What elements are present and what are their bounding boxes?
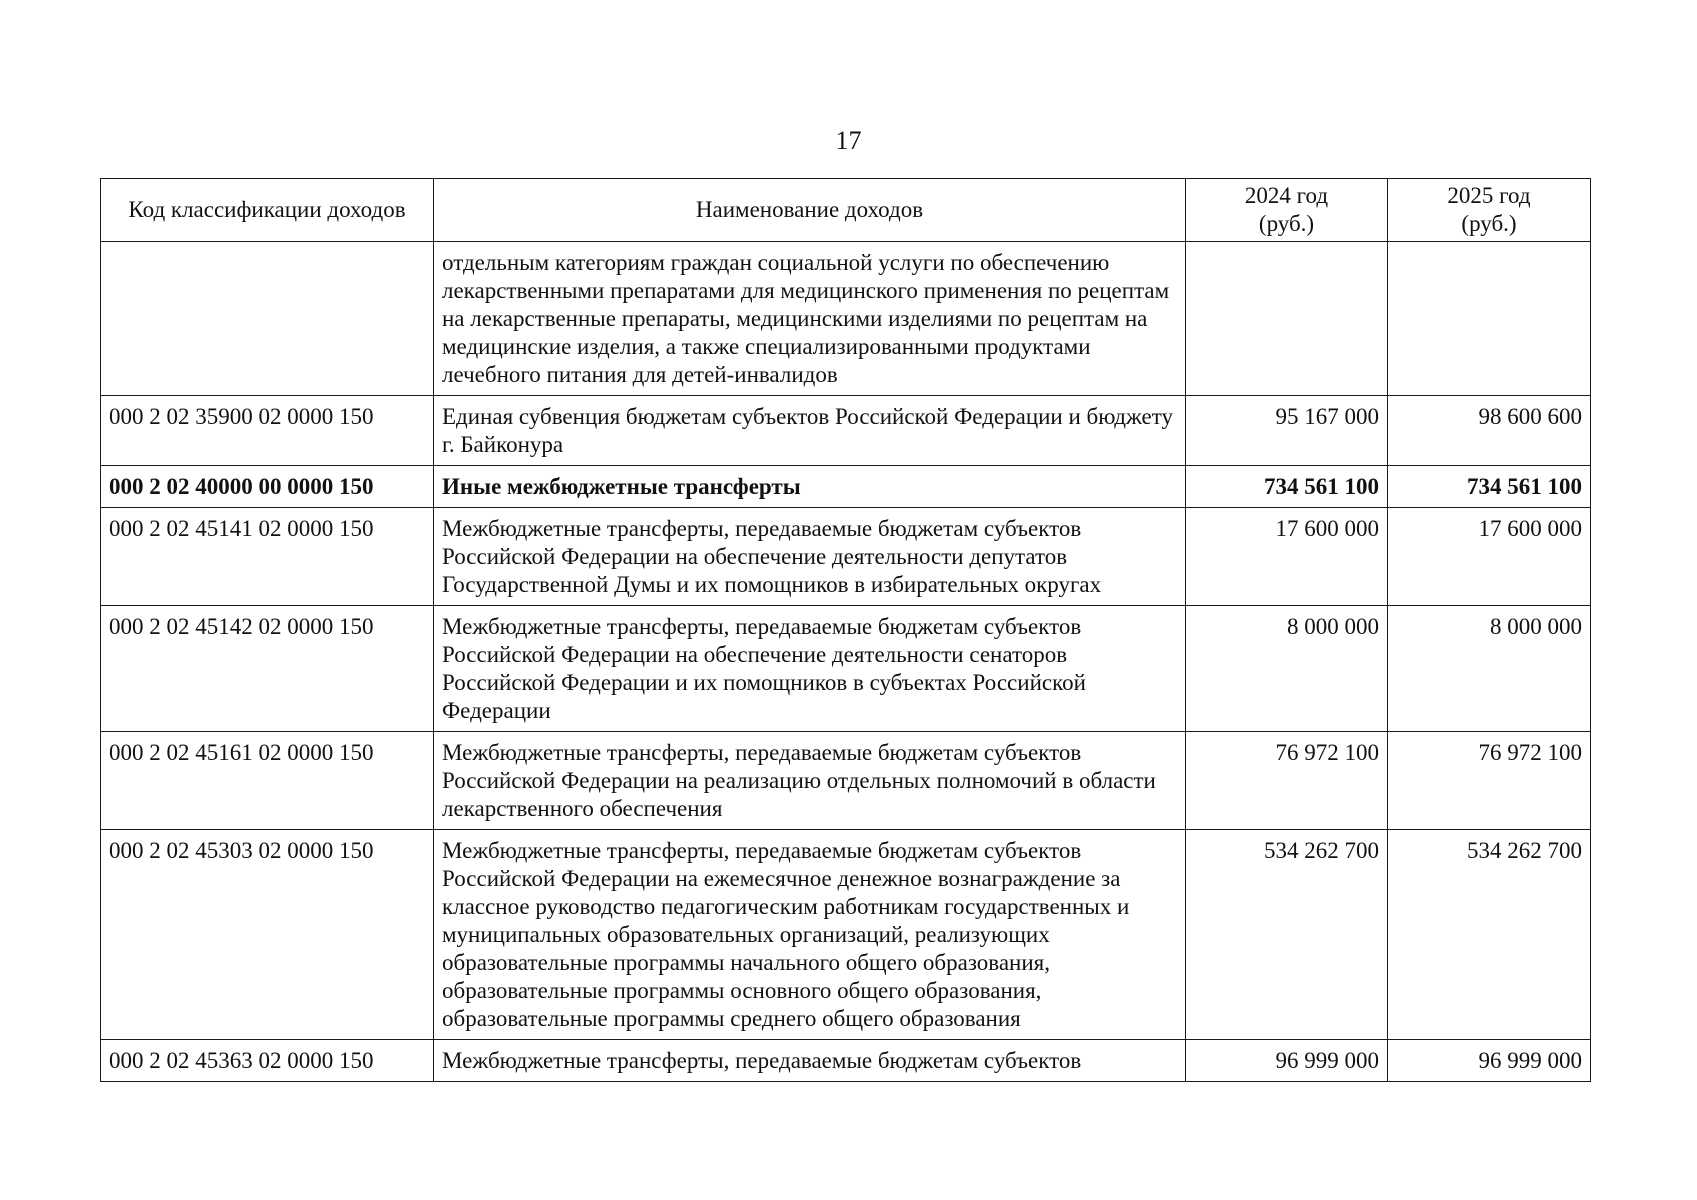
row-code: 000 2 02 45303 02 0000 150 (101, 830, 434, 1040)
row-amount-2024: 17 600 000 (1186, 508, 1388, 606)
row-code: 000 2 02 45363 02 0000 150 (101, 1040, 434, 1082)
page-number: 17 (835, 126, 862, 155)
header-code: Код классификации доходов (101, 179, 434, 242)
row-name: отдельным категориям граждан социальной услуги по обеспечению лекарственными препаратами для медицинского применения по рецептам на лекарственные препараты, медицинскими изделиями по рецептам на медицинские изделия, а также специализированными продуктами лечебного питания для детей-инвалидов (434, 242, 1186, 396)
row-amount-2024 (1186, 242, 1388, 396)
row-code (101, 242, 434, 396)
header-2024-year: 2024 год (1244, 183, 1329, 208)
row-code: 000 2 02 35900 02 0000 150 (101, 396, 434, 466)
row-name: Межбюджетные трансферты, передаваемые бюджетам субъектов (434, 1040, 1186, 1082)
header-2025 (1388, 179, 1591, 242)
header-2024 (1186, 179, 1388, 242)
table-row (101, 606, 1591, 732)
revenue-table (100, 178, 1591, 1082)
row-name: Межбюджетные трансферты, передаваемые бюджетам субъектов Российской Федерации на реализацию отдельных полномочий в области лекарственного обеспечения (434, 732, 1186, 830)
row-amount-2025: 98 600 600 (1388, 396, 1591, 466)
row-amount-2025: 96 999 000 (1388, 1040, 1591, 1082)
table-row-total (101, 466, 1591, 508)
table-row (101, 1040, 1591, 1082)
row-amount-2024: 734 561 100 (1186, 466, 1388, 508)
row-code: 000 2 02 40000 00 0000 150 (101, 466, 434, 508)
row-name: Межбюджетные трансферты, передаваемые бюджетам субъектов Российской Федерации на обеспечение деятельности депутатов Государственной Думы и их помощников в избирательных округах (434, 508, 1186, 606)
row-amount-2024: 96 999 000 (1186, 1040, 1388, 1082)
row-name: Иные межбюджетные трансферты (434, 466, 1186, 508)
row-amount-2025: 76 972 100 (1388, 732, 1591, 830)
row-code: 000 2 02 45161 02 0000 150 (101, 732, 434, 830)
table-row (101, 732, 1591, 830)
row-amount-2025: 734 561 100 (1388, 466, 1591, 508)
row-amount-2024: 8 000 000 (1186, 606, 1388, 732)
row-amount-2024: 534 262 700 (1186, 830, 1388, 1040)
row-name: Единая субвенция бюджетам субъектов Российской Федерации и бюджету г. Байконура (434, 396, 1186, 466)
table-row (101, 242, 1591, 396)
table-row (101, 830, 1591, 1040)
table-row (101, 508, 1591, 606)
table-row (101, 396, 1591, 466)
row-code: 000 2 02 45142 02 0000 150 (101, 606, 434, 732)
row-amount-2024: 76 972 100 (1186, 732, 1388, 830)
row-code: 000 2 02 45141 02 0000 150 (101, 508, 434, 606)
header-name: Наименование доходов (434, 179, 1186, 242)
table-header-row (101, 179, 1591, 242)
row-amount-2025: 8 000 000 (1388, 606, 1591, 732)
row-amount-2024: 95 167 000 (1186, 396, 1388, 466)
row-name: Межбюджетные трансферты, передаваемые бюджетам субъектов Российской Федерации на ежемесячное денежное вознаграждение за классное руководство педагогическим работникам государственных и муниципальных образовательных организаций, реализующих образовательные программы начального общего образования, образовательные программы основного общего образования, образовательные программы среднего общего образования (434, 830, 1186, 1040)
row-amount-2025: 534 262 700 (1388, 830, 1591, 1040)
row-name: Межбюджетные трансферты, передаваемые бюджетам субъектов Российской Федерации на обеспечение деятельности сенаторов Российской Федерации и их помощников в субъектах Российской Федерации (434, 606, 1186, 732)
row-amount-2025: 17 600 000 (1388, 508, 1591, 606)
header-2025-unit: (руб.) (1461, 211, 1517, 236)
row-amount-2025 (1388, 242, 1591, 396)
header-2024-unit: (руб.) (1258, 211, 1315, 236)
header-2025-year: 2025 год (1447, 183, 1531, 208)
